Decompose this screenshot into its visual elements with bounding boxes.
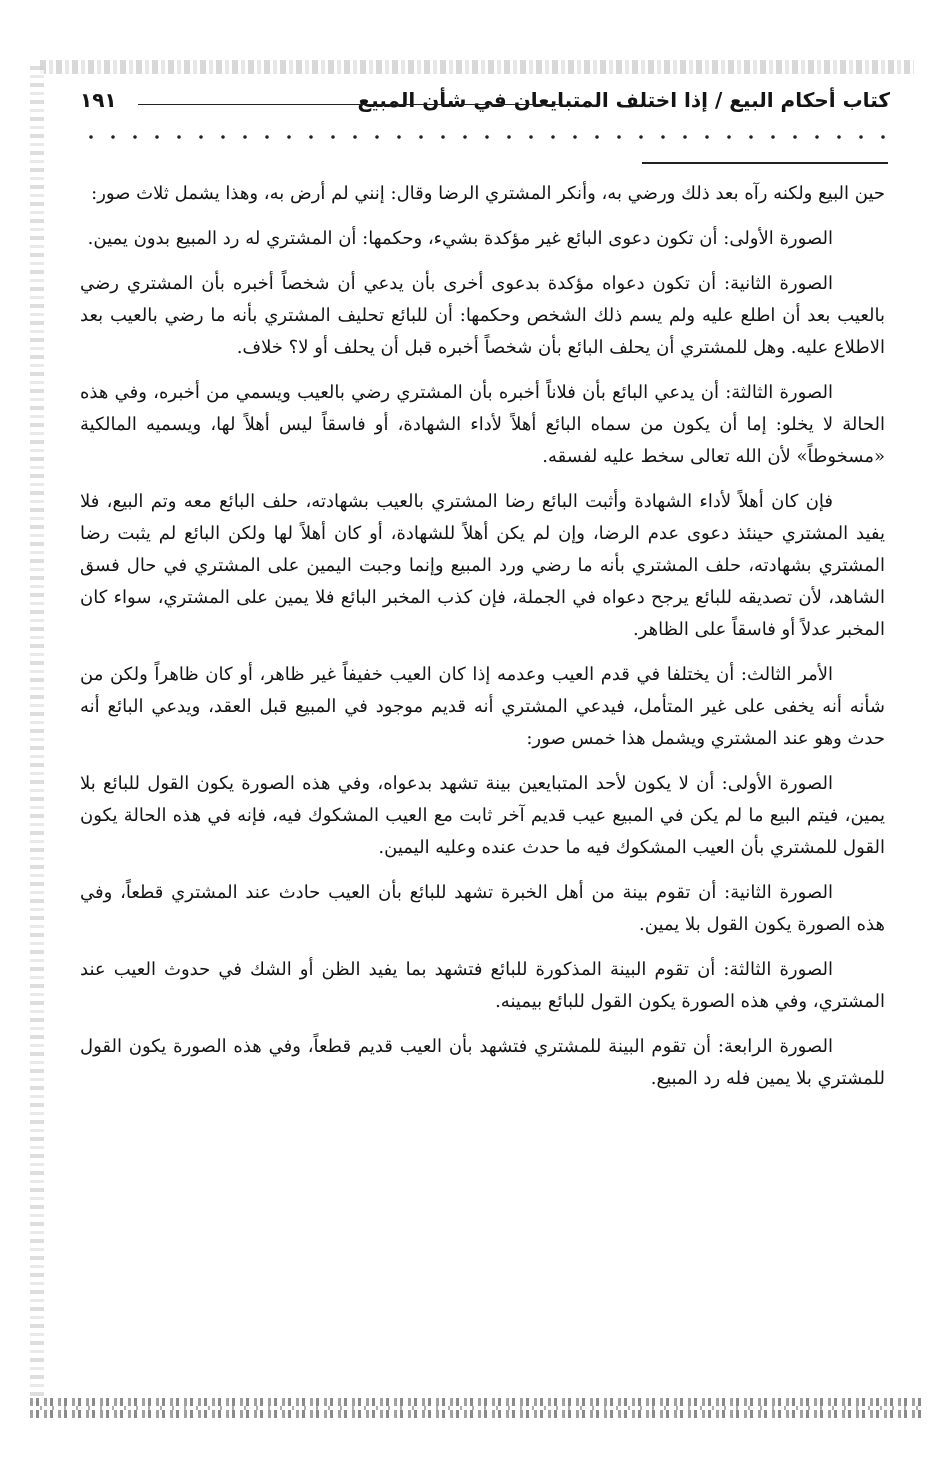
decorative-border-top xyxy=(40,60,914,74)
paragraph: الصورة الثالثة: أن تقوم البينة المذكورة للبائع فتشهد بما يفيد الظن أو الشك في حدوث العيب عند المشتري، وفي هذه الصورة يكون القول للبائع بيمينه. xyxy=(80,959,885,1012)
paragraph: حين البيع ولكنه رآه بعد ذلك ورضي به، وأنكر المشتري الرضا وقال: إنني لم أرض به، وهذا يشمل ثلاث صور: xyxy=(91,183,885,204)
page-body xyxy=(80,178,885,1108)
dotted-separator xyxy=(80,132,885,142)
header-rule xyxy=(138,104,560,105)
paragraph: الصورة الأولى: أن لا يكون لأحد المتبايعين بينة تشهد بدعواه، وفي هذه الصورة يكون القول للبائع بلا يمين، فيتم البيع ما لم يكن في المبيع عيب قديم آخر ثابت مع العيب المشكوك فيه، فإنه في هذه الحالة يكون القول للمشتري بأن العيب المشكوك فيه ما حدث عنده وعليه اليمين. xyxy=(80,773,885,858)
decorative-border-left xyxy=(30,66,44,1406)
paragraph: الصورة الرابعة: أن تقوم البينة للمشتري فتشهد بأن العيب قديم قطعاً، وفي هذه الصورة يكون القول للمشتري بلا يمين فله رد المبيع. xyxy=(80,1036,885,1089)
decorative-border-bottom xyxy=(30,1398,924,1418)
running-header xyxy=(80,88,890,128)
page-number: ١٩١ xyxy=(80,88,117,112)
paragraph: فإن كان أهلاً لأداء الشهادة وأثبت البائع رضا المشتري بالعيب بشهادته، حلف البائع معه وتم البيع، فلا يفيد المشتري حينئذ دعوى عدم الرضا، وإن لم يكن أهلاً للشهادة، أو كان أهلاً لها ولكن البائع لم يثبت رضا المشتري بشهادته، حلف المشتري بأنه ما رضي ورد المبيع وإنما وجبت اليمين على المشتري في حال فسق الشاهد، لأن تصديقه للبائع يرجح دعواه في الجملة، فإن كذب المخبر البائع فلا يمين على المشتري، سواء كان المخبر عدلاً أو فاسقاً على الظاهر. xyxy=(80,491,885,640)
chapter-title: كتاب أحكام البيع / إذا اختلف المتبايعان في شأن المبيع xyxy=(357,88,890,112)
paragraph: الصورة الثالثة: أن يدعي البائع بأن فلاناً أخبره بأن المشتري رضي بالعيب ويسمي من أخبره، وفي هذه الحالة لا يخلو: إما أن يكون من سماه البائع أهلاً لأداء الشهادة، أو فاسقاً ليس أهلاً لها، ويسميه المالكية «مسخوطاً» لأن الله تعالى سخط عليه لفسقه. xyxy=(80,382,885,467)
paragraph: الصورة الثانية: أن تقوم بينة من أهل الخبرة تشهد للبائع بأن العيب حادث عند المشتري قطعاً، وفي هذه الصورة يكون القول بلا يمين. xyxy=(80,882,885,935)
paragraph: الصورة الثانية: أن تكون دعواه مؤكدة بدعوى أخرى بأن يدعي أن شخصاً أخبره بأن المشتري رضي بالعيب بعد أن اطلع عليه ولم يسم ذلك الشخص وحكمها: أن للبائع تحليف المشتري بأنه ما رضي بالعيب بعد الاطلاع عليه. وهل للمشتري أن يحلف البائع بأن شخصاً أخبره قبل أن يحلف أو لا؟ خلاف. xyxy=(80,273,885,358)
paragraph: الصورة الأولى: أن تكون دعوى البائع غير مؤكدة بشيء، وحكمها: أن المشتري له رد المبيع بدون يمين. xyxy=(87,228,833,249)
section-rule xyxy=(642,162,888,164)
paragraph: الأمر الثالث: أن يختلفا في قدم العيب وعدمه إذا كان العيب خفيفاً غير ظاهر، أو كان ظاهراً ولكن من شأنه أنه يخفى على غير المتأمل، فيدعي المشتري أنه قديم موجود في المبيع قبل العقد، ويدعي البائع أنه حدث وهو عند المشتري ويشمل هذا خمس صور: xyxy=(80,664,885,749)
